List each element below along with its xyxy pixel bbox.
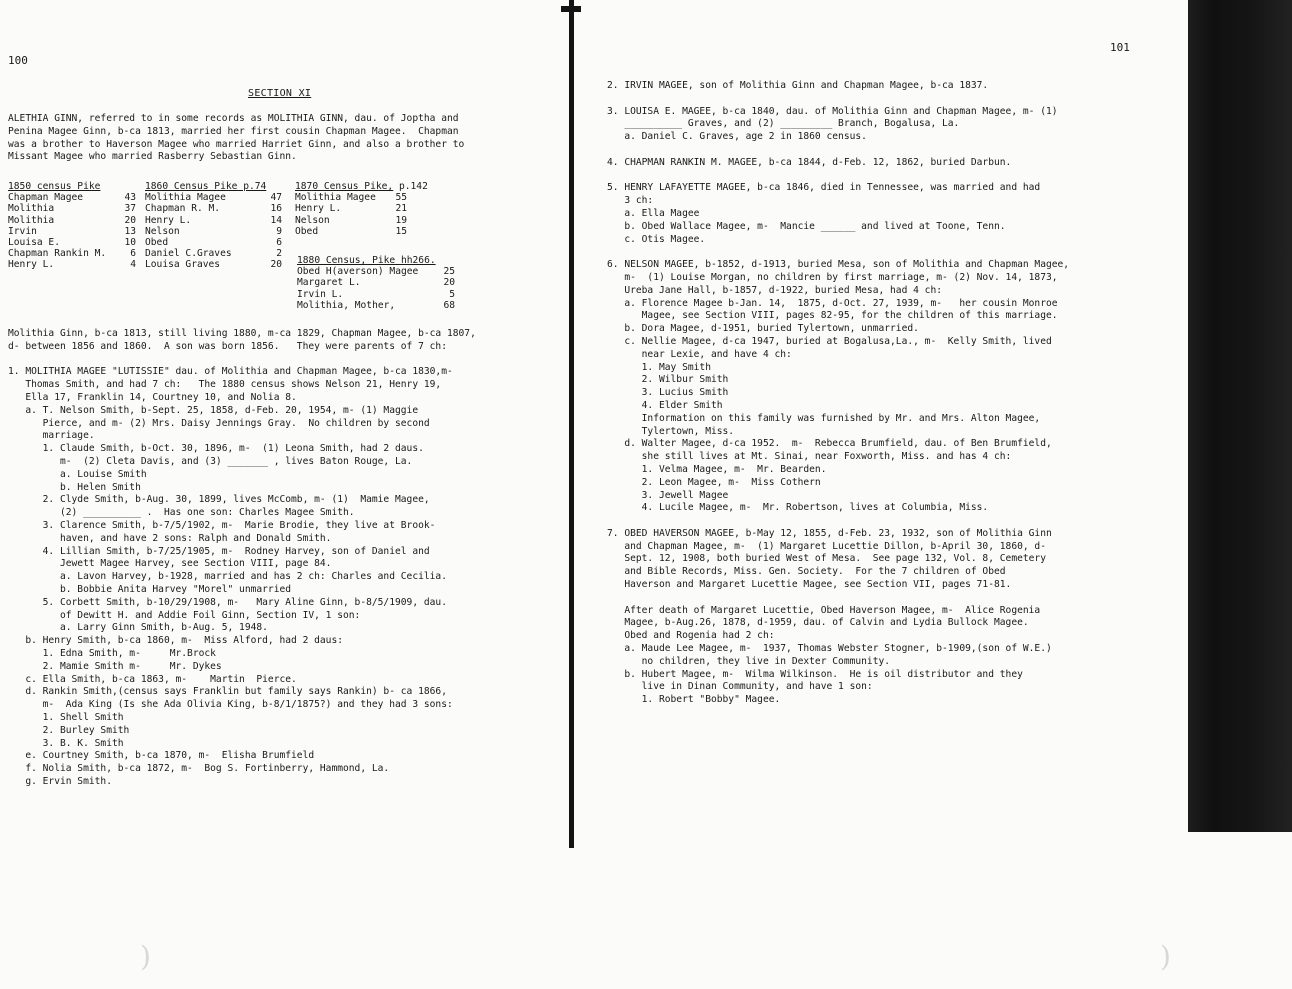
census-row bbox=[297, 300, 455, 311]
census-age: 14 bbox=[270, 214, 282, 226]
text-line: Magee, see Section VIII, pages 82-95, for the children of this marriage. bbox=[607, 310, 1058, 322]
census-age: 10 bbox=[124, 237, 136, 249]
text-line: 4. CHAPMAN RANKIN M. MAGEE, b-ca 1844, d-Feb. 12, 1862, buried Darbun. bbox=[607, 156, 1012, 168]
text-line: live in Dinan Community, and have 1 son: bbox=[607, 681, 873, 693]
census-row bbox=[8, 226, 136, 237]
text-line: d- between 1856 and 1860. A son was born 1856. They were parents of 7 ch: bbox=[8, 340, 447, 352]
text-line: Thomas Smith, and had 7 ch: The 1880 census shows Nelson 21, Henry 19, bbox=[8, 379, 442, 391]
census-row bbox=[297, 277, 455, 288]
census-row bbox=[8, 248, 136, 259]
text-line bbox=[8, 354, 476, 367]
census-row bbox=[297, 266, 455, 277]
census-name: Chapman Rankin M. bbox=[8, 248, 107, 260]
census-name: Nelson bbox=[295, 214, 330, 226]
census-name: Obed H(averson) Magee bbox=[297, 266, 419, 278]
text-line: d. Rankin Smith,(census says Franklin but family says Rankin) b- ca 1866, bbox=[8, 686, 447, 698]
text-line: haven, and have 2 sons: Ralph and Donald Smith. bbox=[8, 532, 332, 544]
text-line: 2. Mamie Smith m- Mr. Dykes bbox=[8, 660, 222, 672]
text-line: a. Ella Magee bbox=[607, 207, 700, 219]
census-age: 55 bbox=[395, 192, 407, 204]
bleed-through-mark: ) bbox=[140, 940, 151, 973]
census-name: Daniel C.Graves bbox=[145, 248, 232, 260]
text-line: After death of Margaret Lucettie, Obed Haverson Magee, m- Alice Rogenia bbox=[607, 604, 1041, 616]
text-line: m- Ada King (Is she Ada Olivia King, b-8/1/1875?) and they had 3 sons: bbox=[8, 699, 453, 711]
text-line: a. Daniel C. Graves, age 2 in 1860 census. bbox=[607, 131, 867, 143]
text-line bbox=[607, 170, 1069, 183]
text-line: near Lexie, and have 4 ch: bbox=[607, 348, 792, 360]
census-age: 47 bbox=[270, 192, 282, 204]
census-row bbox=[295, 226, 407, 237]
text-line: b. Dora Magee, d-1951, buried Tylertown, unmarried. bbox=[607, 323, 919, 335]
text-line: a. Maude Lee Magee, m- 1937, Thomas Webster Stogner, b-1909,(son of W.E.) bbox=[607, 643, 1052, 655]
text-line: 3 ch: bbox=[607, 195, 654, 207]
text-line: 1. Shell Smith bbox=[8, 711, 124, 723]
text-line: a. T. Nelson Smith, b-Sept. 25, 1858, d-Feb. 20, 1954, m- (1) Maggie bbox=[8, 404, 419, 416]
text-line: b. Bobbie Anita Harvey "Morel" unmarried bbox=[8, 583, 292, 595]
census-row bbox=[145, 215, 282, 226]
census-name: Henry L. bbox=[295, 203, 342, 215]
census-name: Margaret L. bbox=[297, 277, 361, 289]
page-number: 100 bbox=[8, 54, 28, 67]
text-line: 3. LOUISA E. MAGEE, b-ca 1840, dau. of Molithia Ginn and Chapman Magee, m- (1) bbox=[607, 105, 1058, 117]
text-line: 2. Leon Magee, m- Miss Cothern bbox=[607, 476, 821, 488]
census-name: Obed bbox=[145, 237, 169, 249]
census-age: 68 bbox=[443, 299, 455, 311]
page-number: 101 bbox=[1110, 41, 1130, 54]
census-age: 16 bbox=[270, 203, 282, 215]
census-name: Molithia Magee bbox=[295, 192, 376, 204]
census-name: Chapman Magee bbox=[8, 192, 84, 204]
census-age: 6 bbox=[130, 248, 136, 260]
census-row bbox=[145, 226, 282, 237]
text-line: 4. Lillian Smith, b-7/25/1905, m- Rodney Harvey, son of Daniel and bbox=[8, 545, 430, 557]
census-name: Louisa Graves bbox=[145, 259, 221, 271]
census-row bbox=[145, 237, 282, 248]
text-line: 1. MOLITHIA MAGEE "LUTISSIE" dau. of Molithia and Chapman Magee, b-ca 1830,m- bbox=[8, 366, 453, 378]
census-row bbox=[8, 237, 136, 248]
left-body-text bbox=[8, 328, 476, 789]
left-page bbox=[0, 0, 560, 989]
intro-paragraph bbox=[8, 113, 464, 164]
census-heading-page: p.142 bbox=[393, 181, 428, 192]
text-line: Jewett Magee Harvey, see Section VIII, page 84. bbox=[8, 558, 332, 570]
scan-dark-edge bbox=[1188, 0, 1292, 832]
text-line: Information on this family was furnished by Mr. and Mrs. Alton Magee, bbox=[607, 412, 1041, 424]
text-line bbox=[607, 93, 1069, 106]
text-line: g. Ervin Smith. bbox=[8, 775, 112, 787]
census-name: Molithia Magee bbox=[145, 192, 226, 204]
text-line: (2) __________ . Has one son: Charles Magee Smith. bbox=[8, 507, 355, 519]
census-age: 20 bbox=[443, 277, 455, 289]
census-heading: 1880 Census, Pike hh266. bbox=[297, 255, 436, 266]
census-age: 20 bbox=[270, 259, 282, 271]
text-line: and Chapman Magee, m- (1) Margaret Lucettie Dillon, b-April 30, 1860, d- bbox=[607, 540, 1046, 552]
census-1850 bbox=[8, 181, 136, 271]
census-name: Obed bbox=[295, 225, 319, 237]
census-row bbox=[8, 192, 136, 203]
text-line: marriage. bbox=[8, 430, 95, 442]
census-age: 2 bbox=[276, 248, 282, 260]
census-age: 43 bbox=[124, 192, 136, 204]
text-line: Missant Magee who married Rasberry Sebastian Ginn. bbox=[8, 151, 297, 163]
text-line: 2. Clyde Smith, b-Aug. 30, 1899, lives McComb, m- (1) Mamie Magee, bbox=[8, 494, 430, 506]
text-line: 2. IRVIN MAGEE, son of Molithia Ginn and Chapman Magee, b-ca 1837. bbox=[607, 80, 989, 91]
text-line: a. Larry Ginn Smith, b-Aug. 5, 1948. bbox=[8, 622, 268, 634]
census-1860 bbox=[145, 181, 282, 271]
bleed-through-mark: ) bbox=[1160, 940, 1171, 973]
census-name: Louisa E. bbox=[8, 237, 60, 249]
text-line: 1. May Smith bbox=[607, 361, 711, 373]
census-age: 9 bbox=[276, 225, 282, 237]
text-line: Magee, b-Aug.26, 1878, d-1959, dau. of Calvin and Lydia Bullock Magee. bbox=[607, 617, 1029, 629]
census-name: Nelson bbox=[145, 225, 180, 237]
text-line: she still lives at Mt. Sinai, near Foxworth, Miss. and has 4 ch: bbox=[607, 451, 1012, 463]
text-line: d. Walter Magee, d-ca 1952. m- Rebecca Brumfield, dau. of Ben Brumfield, bbox=[607, 438, 1052, 450]
text-line: b. Hubert Magee, m- Wilma Wilkinson. He is oil distributor and they bbox=[607, 668, 1023, 680]
census-row bbox=[297, 289, 455, 300]
text-line: 1. Robert "Bobby" Magee. bbox=[607, 694, 781, 706]
text-line: 4. Lucile Magee, m- Mr. Robertson, lives at Columbia, Miss. bbox=[607, 502, 989, 514]
right-page bbox=[585, 0, 1185, 989]
census-1880 bbox=[297, 255, 455, 311]
text-line: of Dewitt H. and Addie Foil Ginn, Section IV, 1 son: bbox=[8, 609, 361, 621]
census-heading: 1860 Census Pike p.74 bbox=[145, 181, 267, 192]
text-line: Pierce, and m- (2) Mrs. Daisy Jennings Gray. No children by second bbox=[8, 417, 430, 429]
census-age: 6 bbox=[276, 237, 282, 249]
text-line: 1. Claude Smith, b-Oct. 30, 1896, m- (1) Leona Smith, had 2 daus. bbox=[8, 443, 424, 455]
text-line: and Bible Records, Miss. Gen. Society. For the 7 children of Obed bbox=[607, 566, 1006, 578]
text-line: was a brother to Haverson Magee who married Harriet Ginn, and also a brother to bbox=[8, 138, 465, 150]
census-row bbox=[145, 259, 282, 270]
text-line: Ureba Jane Hall, b-1857, d-1922, buried Mesa, had 4 ch: bbox=[607, 284, 943, 296]
text-line: Haverson and Margaret Lucettie Magee, see Section VII, pages 71-81. bbox=[607, 579, 1012, 591]
text-line: Sept. 12, 1908, both buried West of Mesa. See page 132, Vol. 8, Cemetery bbox=[607, 553, 1046, 565]
text-line: m- (1) Louise Morgan, no children by first marriage, m- (2) Nov. 14, 1873, bbox=[607, 271, 1058, 283]
text-line bbox=[607, 144, 1069, 157]
census-row bbox=[295, 215, 407, 226]
census-age: 4 bbox=[130, 259, 136, 271]
text-line: c. Nellie Magee, d-ca 1947, buried at Bogalusa,La., m- Kelly Smith, lived bbox=[607, 335, 1052, 347]
text-line: 4. Elder Smith bbox=[607, 399, 723, 411]
text-line: no children, they live in Dexter Community. bbox=[607, 655, 891, 667]
census-name: Molithia, Mother, bbox=[297, 299, 396, 311]
text-line: 5. HENRY LAFAYETTE MAGEE, b-ca 1846, died in Tennessee, was married and had bbox=[607, 182, 1041, 194]
census-row bbox=[145, 203, 282, 214]
census-name: Molithia bbox=[8, 214, 55, 226]
census-heading: 1870 Census Pike, bbox=[295, 181, 394, 192]
census-age: 13 bbox=[124, 225, 136, 237]
text-line: b. Obed Wallace Magee, m- Mancie ______ and lived at Toone, Tenn. bbox=[607, 220, 1006, 232]
text-line: 3. Clarence Smith, b-7/5/1902, m- Marie Brodie, they live at Brook- bbox=[8, 519, 436, 531]
census-row bbox=[295, 203, 407, 214]
text-line: 5. Corbett Smith, b-10/29/1908, m- Mary Aline Ginn, b-8/5/1909, dau. bbox=[8, 596, 447, 608]
text-line: Molithia Ginn, b-ca 1813, still living 1880, m-ca 1829, Chapman Magee, b-ca 1807, bbox=[8, 328, 476, 339]
census-age: 37 bbox=[124, 203, 136, 215]
census-name: Irvin bbox=[8, 225, 37, 237]
census-age: 15 bbox=[395, 225, 407, 237]
text-line: 1. Velma Magee, m- Mr. Bearden. bbox=[607, 463, 827, 475]
text-line: e. Courtney Smith, b-ca 1870, m- Elisha Brumfield bbox=[8, 750, 315, 762]
text-line: b. Henry Smith, b-ca 1860, m- Miss Alford, had 2 daus: bbox=[8, 635, 344, 647]
census-row bbox=[8, 259, 136, 270]
text-line: 1. Edna Smith, m- Mr.Brock bbox=[8, 647, 216, 659]
census-1870 bbox=[295, 181, 428, 237]
census-age: 21 bbox=[395, 203, 407, 215]
text-line: Obed and Rogenia had 2 ch: bbox=[607, 630, 775, 642]
text-line: 2. Burley Smith bbox=[8, 724, 130, 736]
census-row bbox=[145, 192, 282, 203]
census-row bbox=[8, 215, 136, 226]
text-line: 6. NELSON MAGEE, b-1852, d-1913, buried Mesa, son of Molithia and Chapman Magee, bbox=[607, 259, 1070, 271]
census-age: 19 bbox=[395, 214, 407, 226]
text-line bbox=[607, 515, 1069, 528]
section-title: SECTION XI bbox=[248, 88, 312, 99]
census-name: Chapman R. M. bbox=[145, 203, 221, 215]
text-line: b. Helen Smith bbox=[8, 481, 141, 493]
text-line: f. Nolia Smith, b-ca 1872, m- Bog S. Fortinberry, Hammond, La. bbox=[8, 763, 390, 775]
text-line: 2. Wilbur Smith bbox=[607, 374, 729, 386]
census-age: 20 bbox=[124, 214, 136, 226]
text-line: 7. OBED HAVERSON MAGEE, b-May 12, 1855, d-Feb. 23, 1932, son of Molithia Ginn bbox=[607, 527, 1052, 539]
census-age: 5 bbox=[449, 288, 455, 300]
census-row bbox=[8, 203, 136, 214]
census-name: Henry L. bbox=[8, 259, 55, 271]
text-line: Ella 17, Franklin 14, Courtney 10, and Nolia 8. bbox=[8, 391, 297, 403]
census-age: 25 bbox=[443, 266, 455, 278]
text-line: __________ Graves, and (2) _________ Branch, Bogalusa, La. bbox=[607, 118, 960, 130]
text-line: m- (2) Cleta Davis, and (3) _______ , lives Baton Rouge, La. bbox=[8, 455, 413, 467]
text-line: 3. Lucius Smith bbox=[607, 387, 729, 399]
text-line: c. Otis Magee. bbox=[607, 233, 706, 245]
text-line: a. Louise Smith bbox=[8, 468, 147, 480]
text-line: 3. B. K. Smith bbox=[8, 737, 124, 749]
text-line: a. Lavon Harvey, b-1928, married and has 2 ch: Charles and Cecilia. bbox=[8, 571, 447, 583]
census-name: Henry L. bbox=[145, 214, 192, 226]
text-line bbox=[607, 592, 1069, 605]
text-line: ALETHIA GINN, referred to in some records as MOLITHIA GINN, dau. of Joptha and bbox=[8, 113, 459, 124]
text-line: Penina Magee Ginn, b-ca 1813, married her first cousin Chapman Magee. Chapman bbox=[8, 125, 459, 137]
text-line: Tylertown, Miss. bbox=[607, 425, 735, 437]
census-row bbox=[145, 248, 282, 259]
text-line: c. Ella Smith, b-ca 1863, m- Martin Pierce. bbox=[8, 673, 297, 685]
book-binding-gutter bbox=[567, 0, 575, 848]
text-line: 3. Jewell Magee bbox=[607, 489, 729, 501]
census-row bbox=[295, 192, 407, 203]
text-line: a. Florence Magee b-Jan. 14, 1875, d-Oct. 27, 1939, m- her cousin Monroe bbox=[607, 297, 1058, 309]
census-name: Molithia bbox=[8, 203, 55, 215]
text-line bbox=[607, 246, 1069, 259]
census-heading: 1850 census Pike bbox=[8, 181, 101, 192]
census-name: Irvin L. bbox=[297, 288, 344, 300]
right-body-text bbox=[607, 80, 1069, 707]
